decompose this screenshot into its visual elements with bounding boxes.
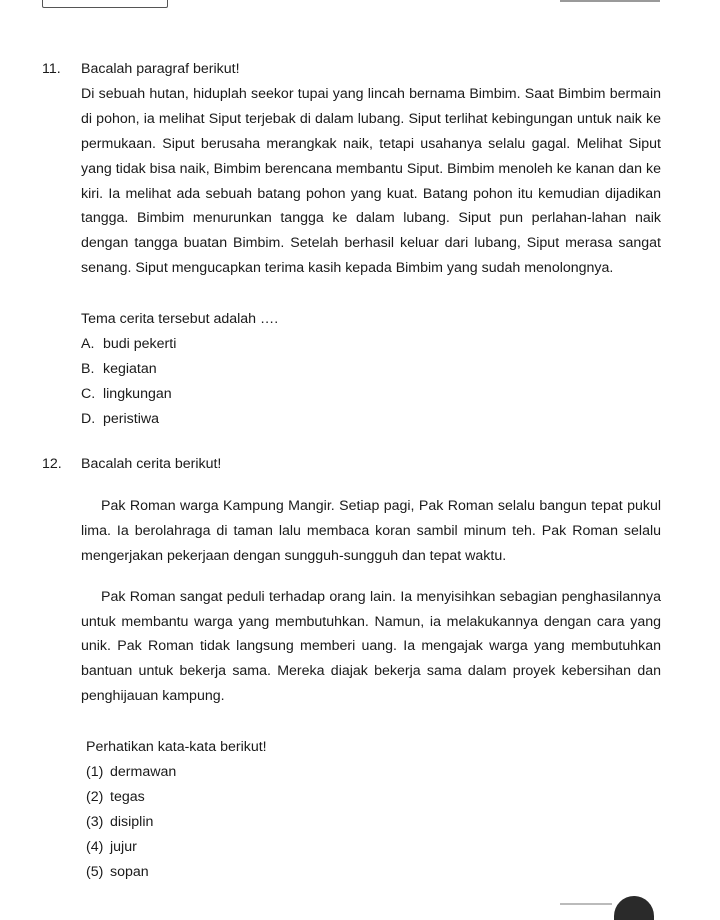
word-number: (4) bbox=[86, 838, 104, 855]
page-corner-mark bbox=[614, 896, 654, 920]
option-b[interactable] bbox=[81, 357, 662, 382]
word-number: (5) bbox=[86, 863, 104, 880]
word-text: sopan bbox=[110, 863, 149, 880]
question-prompt: Tema cerita tersebut adalah …. bbox=[81, 311, 279, 328]
word-text: disiplin bbox=[110, 813, 154, 830]
word-number: (3) bbox=[86, 813, 104, 830]
story-paragraph: Pak Roman warga Kampung Mangir. Setiap pagi, Pak Roman selalu bangun tepat pukul lima. Ia berolahraga di taman lalu membaca koran sambil minum teh. Pak Roman selalu mengerjakan pekerjaan dengan sungguh-sungguh dan tepat waktu. bbox=[81, 497, 661, 564]
word-text: tegas bbox=[110, 788, 145, 805]
question-11 bbox=[42, 57, 662, 432]
option-d[interactable] bbox=[81, 407, 662, 432]
word-number: (1) bbox=[86, 764, 104, 781]
word-item bbox=[86, 810, 662, 835]
option-text: kegiatan bbox=[103, 360, 157, 377]
question-title: Bacalah cerita berikut! bbox=[81, 456, 222, 472]
word-item bbox=[86, 785, 662, 810]
option-letter: B. bbox=[81, 360, 95, 377]
question-number: 11. bbox=[42, 61, 61, 77]
question-title: Bacalah paragraf berikut! bbox=[81, 61, 240, 77]
option-text: budi pekerti bbox=[103, 336, 177, 353]
question-12 bbox=[42, 452, 662, 885]
option-letter: A. bbox=[81, 336, 95, 353]
option-text: lingkungan bbox=[103, 385, 172, 402]
option-letter: D. bbox=[81, 410, 96, 427]
story-paragraph: Di sebuah hutan, hiduplah seekor tupai yang lincah bernama Bimbim. Saat Bimbim bermain di pohon, ia melihat Siput terjebak di dalam lubang. Siput terlihat kebingungan untuk naik ke permukaan. Siput berusaha merangkak naik, tetapi usahanya selalu gagal. Melihat Siput yang tidak bisa naik, Bimbim berencana membantu Siput. Bimbim menoleh ke kanan dan ke kiri. Ia melihat ada sebuah batang pohon yang kuat. Batang pohon itu kemudian dijadikan tangga. Bimbim menurunkan tangga ke dalam lubang. Siput pun perlahan-lahan naik dengan tangga buatan Bimbim. Setelah berhasil keluar dari lubang, Siput merasa sangat senang. Siput mengucapkan terima kasih kepada Bimbim yang sudah menolongnya. bbox=[81, 85, 661, 277]
question-prompt: Perhatikan kata-kata berikut! bbox=[86, 739, 267, 756]
option-letter: C. bbox=[81, 385, 96, 402]
question-number: 12. bbox=[42, 456, 62, 472]
header-rule bbox=[560, 0, 660, 2]
answer-options bbox=[81, 332, 662, 432]
word-text: dermawan bbox=[110, 764, 177, 781]
word-item bbox=[86, 860, 662, 885]
story-paragraph: Pak Roman sangat peduli terhadap orang lain. Ia menyisihkan sebagian penghasilannya untuk membantu warga yang membutuhkan. Namun, ia melakukannya dengan cara yang unik. Pak Roman tidak langsung memberi uang. Ia mengajak warga yang membutuhkan bantuan untuk bekerja sama. Mereka diajak bekerja sama dalam proyek kebersihan dan penghijauan kampung. bbox=[81, 588, 661, 705]
word-item bbox=[86, 835, 662, 860]
word-number: (2) bbox=[86, 788, 104, 805]
option-a[interactable] bbox=[81, 332, 662, 357]
word-text: jujur bbox=[110, 838, 137, 855]
footer-rule bbox=[560, 903, 612, 905]
story-text bbox=[81, 494, 661, 709]
word-item bbox=[86, 760, 662, 785]
option-c[interactable] bbox=[81, 382, 662, 407]
option-text: peristiwa bbox=[103, 410, 159, 427]
header-box bbox=[42, 0, 168, 8]
word-list bbox=[86, 760, 662, 885]
